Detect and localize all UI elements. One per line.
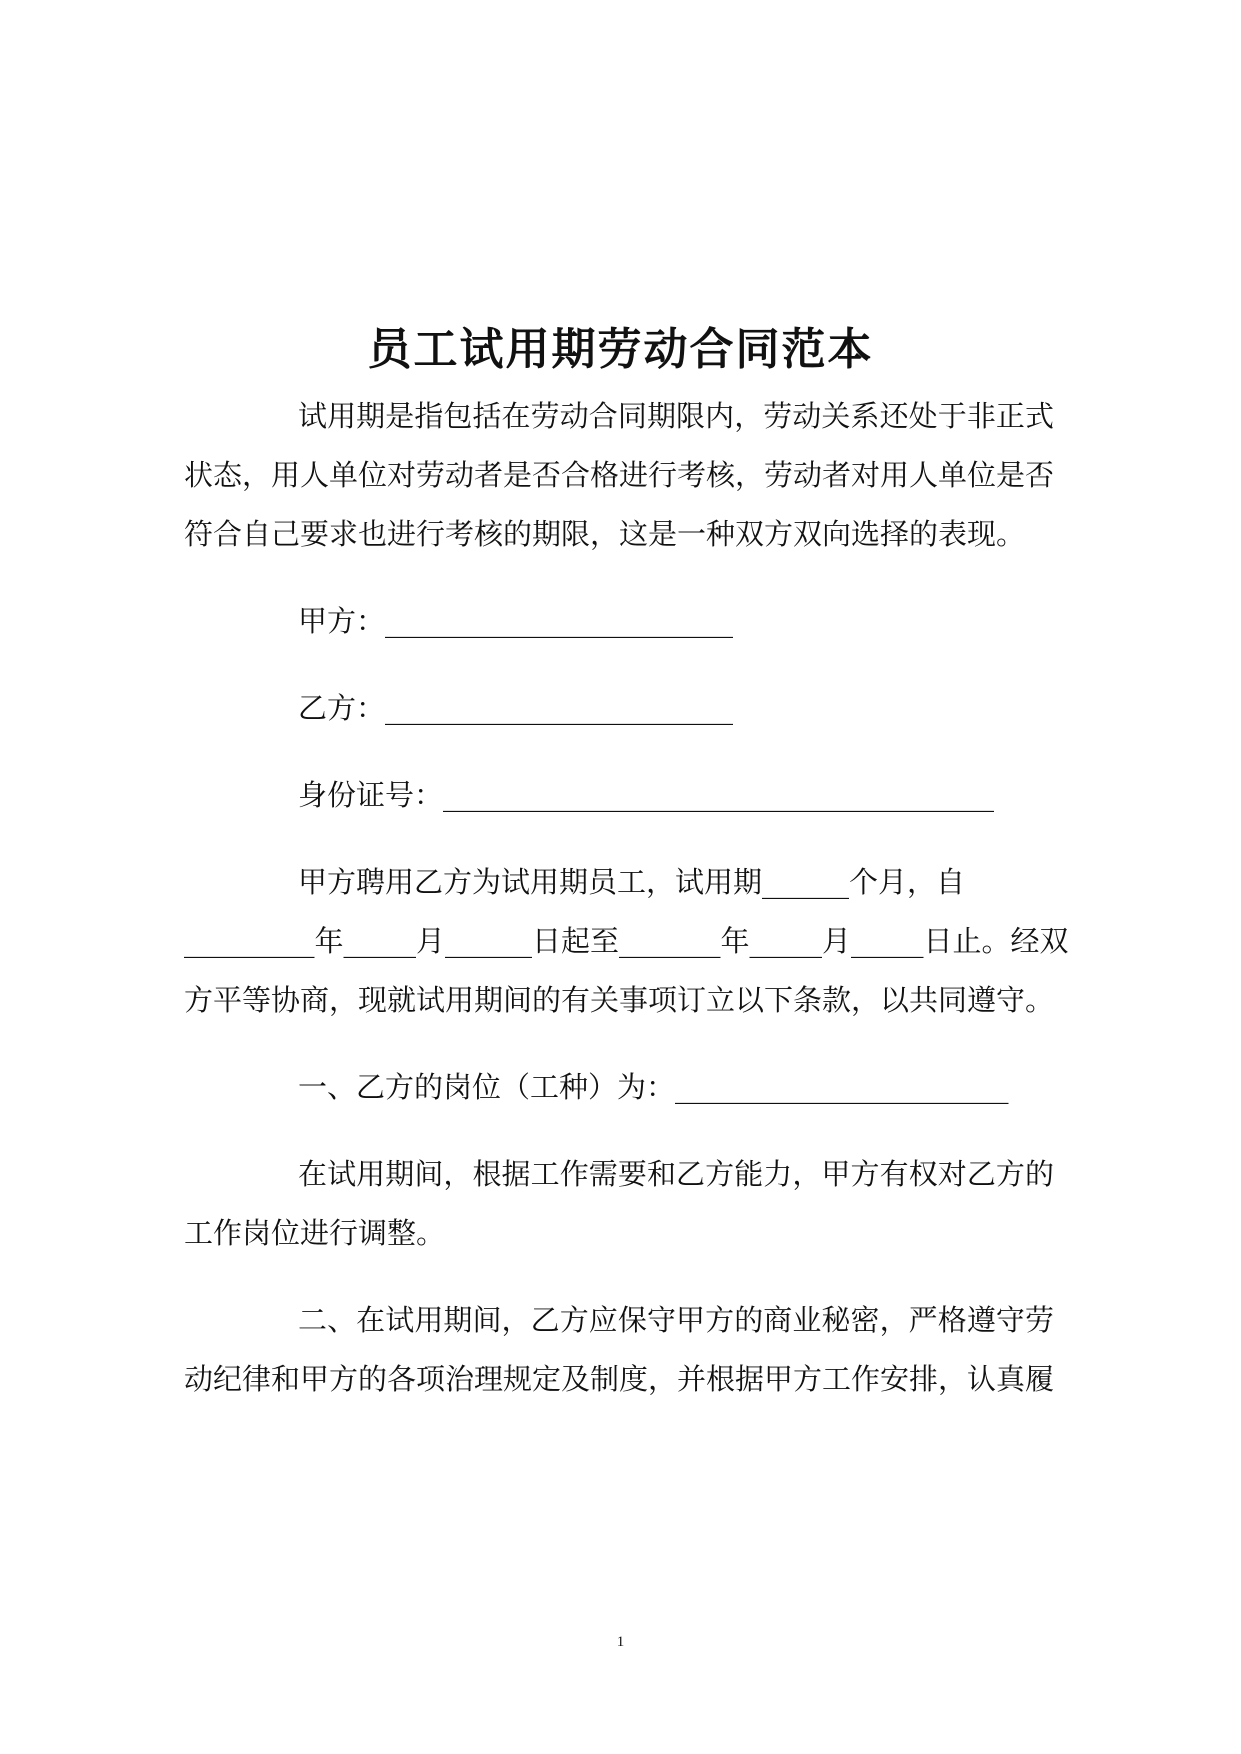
party-b-field: 乙方：________________________ <box>298 691 734 725</box>
clause-2-line-1: 二、在试用期间，乙方应保守甲方的商业秘密，严格遵守劳 <box>298 1303 1054 1337</box>
clause-1-position: 一、乙方的岗位（工种）为：_______________________ <box>298 1070 1009 1104</box>
employment-line-2: _________年_____月______日起至_______年_____月_____日止。经双 <box>184 924 1069 958</box>
intro-line-1: 试用期是指包括在劳动合同期限内，劳动关系还处于非正式 <box>298 399 1054 433</box>
id-number-field: 身份证号：______________________________________ <box>298 778 995 812</box>
employment-line-3: 方平等协商，现就试用期间的有关事项订立以下条款，以共同遵守。 <box>184 983 1055 1017</box>
adjustment-line-1: 在试用期间，根据工作需要和乙方能力，甲方有权对乙方的 <box>298 1157 1054 1191</box>
adjustment-line-2: 工作岗位进行调整。 <box>184 1216 446 1250</box>
page-number: 1 <box>616 1634 625 1650</box>
clause-2-line-2: 动纪律和甲方的各项治理规定及制度，并根据甲方工作安排，认真履 <box>184 1362 1055 1396</box>
intro-line-2: 状态，用人单位对劳动者是否合格进行考核，劳动者对用人单位是否 <box>184 458 1055 492</box>
intro-line-3: 符合自己要求也进行考核的期限，这是一种双方双向选择的表现。 <box>184 517 1026 551</box>
party-a-field: 甲方：________________________ <box>298 604 734 638</box>
employment-line-1: 甲方聘用乙方为试用期员工，试用期______个月，自 <box>298 865 966 899</box>
document-title: 员工试用期劳动合同范本 <box>367 324 874 375</box>
